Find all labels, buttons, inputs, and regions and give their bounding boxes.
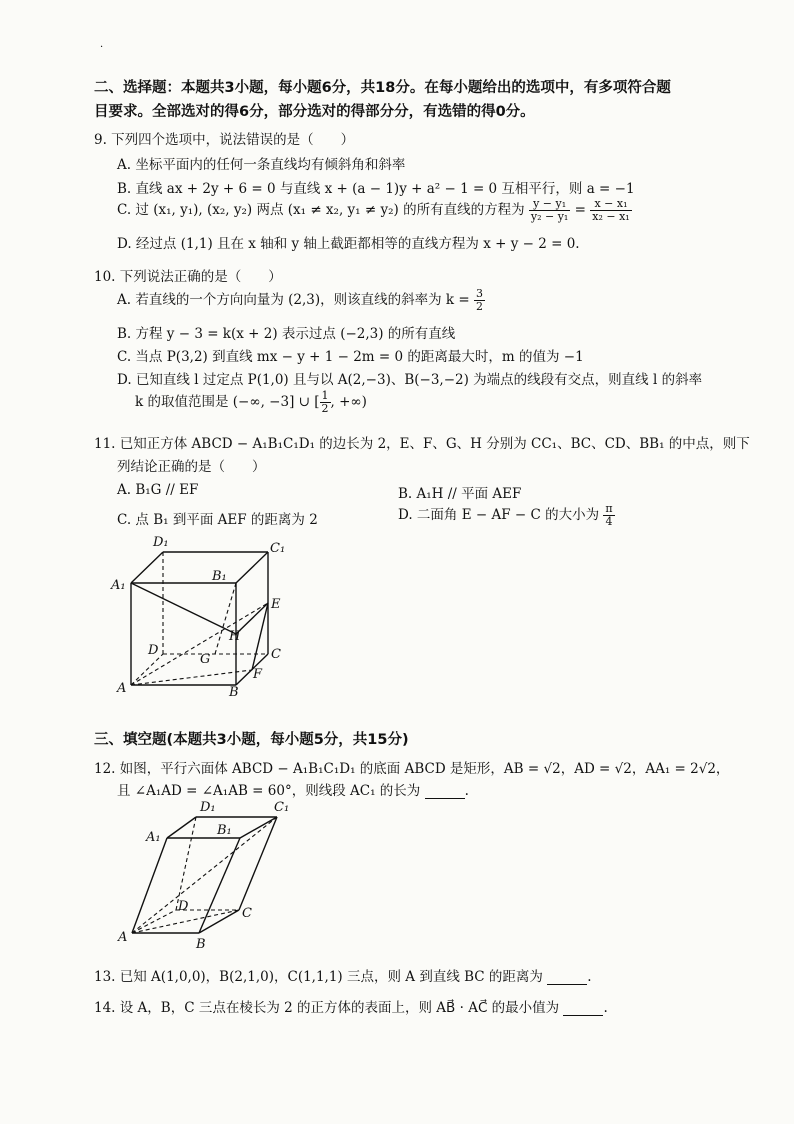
- q9-frac1-num: y − y₁: [529, 198, 570, 211]
- label-d1: D₁: [153, 535, 169, 550]
- label-c1: C₁: [270, 541, 286, 556]
- edge-a1-d1: [131, 552, 163, 583]
- q13-line: [94, 965, 592, 985]
- cube-figure: [105, 530, 295, 700]
- edge-a1-d1: [167, 817, 196, 838]
- segment-a-f-hidden: [131, 670, 252, 685]
- section2-line2: 目要求。全部选对的得6分，部分选对的得部分分，有选错的得0分。: [94, 104, 535, 120]
- q10-d-fraction: [320, 390, 331, 415]
- q9-stem: 9. 下列四个选项中，说法错误的是（ ）: [94, 132, 355, 148]
- q10-a-fraction: [474, 288, 485, 313]
- label-a: A: [117, 681, 127, 696]
- q10-d-text: k 的取值范围是 (−∞, −3] ∪ [: [135, 394, 320, 410]
- segment-h-e: [236, 603, 268, 634]
- q9-equals: =: [574, 202, 586, 218]
- label-a1: A₁: [146, 830, 161, 845]
- label-b: B: [229, 685, 239, 700]
- q12-answer-blank[interactable]: [425, 786, 465, 799]
- q13-answer-blank[interactable]: [547, 972, 587, 985]
- q10-option-d-line2: [135, 390, 367, 415]
- q10-a-den: 2: [476, 300, 483, 313]
- q11-stem-line1: 11. 已知正方体 ABCD − A₁B₁C₁D₁ 的边长为 2，E、F、G、H 分别为 CC₁、BC、CD、BB₁ 的中点，则下: [94, 436, 750, 452]
- q13-period: .: [587, 969, 592, 985]
- edge-b-c: [199, 910, 239, 933]
- q12-line1: 12. 如图，平行六面体 ABCD − A₁B₁C₁D₁ 的底面 ABCD 是矩形，AB = √2，AD = √2，AA₁ = 2√2，: [94, 761, 730, 777]
- label-h: H: [229, 629, 241, 644]
- q10-option-a: [117, 288, 485, 313]
- q10-d-den: 2: [321, 402, 329, 415]
- q10-option-c: C. 当点 P(3,2) 到直线 mx − y + 1 − 2m = 0 的距离最大时，m 的值为 −1: [117, 349, 584, 365]
- q9-fraction-2: [590, 198, 631, 223]
- label-f: F: [253, 667, 263, 682]
- q10-stem: 10. 下列说法正确的是（ ）: [94, 269, 282, 285]
- q10-d-suffix: , +∞): [330, 394, 367, 410]
- parallelepiped-figure: [112, 795, 302, 955]
- q11-option-c: C. 点 B₁ 到平面 AEF 的距离为 2: [117, 512, 318, 528]
- label-b: B: [196, 937, 206, 952]
- q11-d-text: D. 二面角 E − AF − C 的大小为: [398, 507, 600, 523]
- q11-option-a: A. B₁G // EF: [117, 482, 199, 498]
- q9-option-d: D. 经过点 (1,1) 且在 x 轴和 y 轴上截距都相等的直线方程为 x + y − 2 = 0.: [117, 236, 580, 252]
- q11-option-b: B. A₁H // 平面 AEF: [398, 486, 522, 502]
- q10-option-a-text: A. 若直线的一个方向向量为 (2,3)，则该直线的斜率为 k =: [117, 292, 470, 308]
- label-a1: A₁: [111, 578, 126, 593]
- q11-d-den: 4: [605, 515, 613, 528]
- label-e: E: [271, 597, 281, 612]
- segment-e-f: [252, 603, 268, 670]
- edge-a-d-hidden: [131, 654, 163, 685]
- q13-text: 13. 已知 A(1,0,0)，B(2,1,0)，C(1,1,1) 三点，则 A 到直线 BC 的距离为: [94, 969, 543, 985]
- label-c: C: [242, 906, 252, 921]
- q9-option-b: B. 直线 ax + 2y + 6 = 0 与直线 x + (a − 1)y + a² − 1 = 0 互相平行，则 a = −1: [117, 181, 635, 197]
- scan-dot: ·: [100, 42, 104, 53]
- section3-title: 三、填空题(本题共3小题，每小题5分，共15分): [94, 732, 409, 748]
- label-b1: B₁: [212, 569, 227, 584]
- q11-d-num: π: [605, 502, 613, 515]
- q14-answer-blank[interactable]: [563, 1003, 603, 1016]
- section2-line1: 二、选择题：本题共3小题，每小题6分，共18分。在每小题给出的选项中，有多项符合题: [94, 80, 671, 96]
- label-b1: B₁: [217, 823, 232, 838]
- q9-frac2-num: x − x₁: [590, 198, 631, 211]
- q9-fraction-1: [529, 198, 570, 223]
- q9-option-c: [117, 198, 632, 223]
- label-a: A: [118, 930, 128, 945]
- segment-a1-h: [131, 583, 236, 634]
- q9-option-a: A. 坐标平面内的任何一条直线均有倾斜角和斜率: [117, 157, 406, 173]
- q12-line2-text: 且 ∠A₁AD = ∠A₁AB = 60°，则线段 AC₁ 的长为: [117, 783, 421, 799]
- q10-d-num: 1: [321, 389, 329, 402]
- label-d1: D₁: [200, 800, 216, 815]
- label-d: D: [148, 643, 159, 658]
- q9-frac2-den: x₂ − x₁: [592, 210, 630, 223]
- q14-period: .: [603, 1000, 608, 1016]
- label-c: C: [271, 647, 281, 662]
- q10-a-num: 3: [476, 287, 483, 300]
- q11-stem-line2: 列结论正确的是（ ）: [117, 459, 266, 475]
- edge-b1-c1: [236, 552, 268, 583]
- q11-option-d: [398, 503, 615, 528]
- q14-text: 14. 设 A，B，C 三点在棱长为 2 的正方体的表面上，则 AB⃗ · AC⃗ 的最小值为: [94, 1000, 560, 1016]
- label-g: G: [200, 652, 211, 667]
- q11-d-fraction: [603, 503, 614, 528]
- q10-option-d-line1: D. 已知直线 l 过定点 P(1,0) 且与以 A(2,−3)、B(−3,−2) 为端点的线段有交点，则直线 l 的斜率: [117, 372, 703, 388]
- q10-option-b: B. 方程 y − 3 = k(x + 2) 表示过点 (−2,3) 的所有直线: [117, 326, 456, 342]
- label-c1: C₁: [274, 800, 290, 815]
- edge-c-c1: [239, 817, 277, 910]
- q9-frac1-den: y₂ − y₁: [530, 210, 569, 223]
- q14-line: [94, 996, 608, 1016]
- edge-b-b1: [199, 838, 240, 933]
- q12-period: .: [464, 783, 469, 799]
- label-d: D: [178, 899, 189, 914]
- q9-option-c-text: C. 过 (x₁, y₁), (x₂, y₂) 两点 (x₁ ≠ x₂, y₁ ≠ y₂) 的所有直线的方程为: [117, 202, 525, 218]
- edge-b1-c1: [240, 817, 277, 838]
